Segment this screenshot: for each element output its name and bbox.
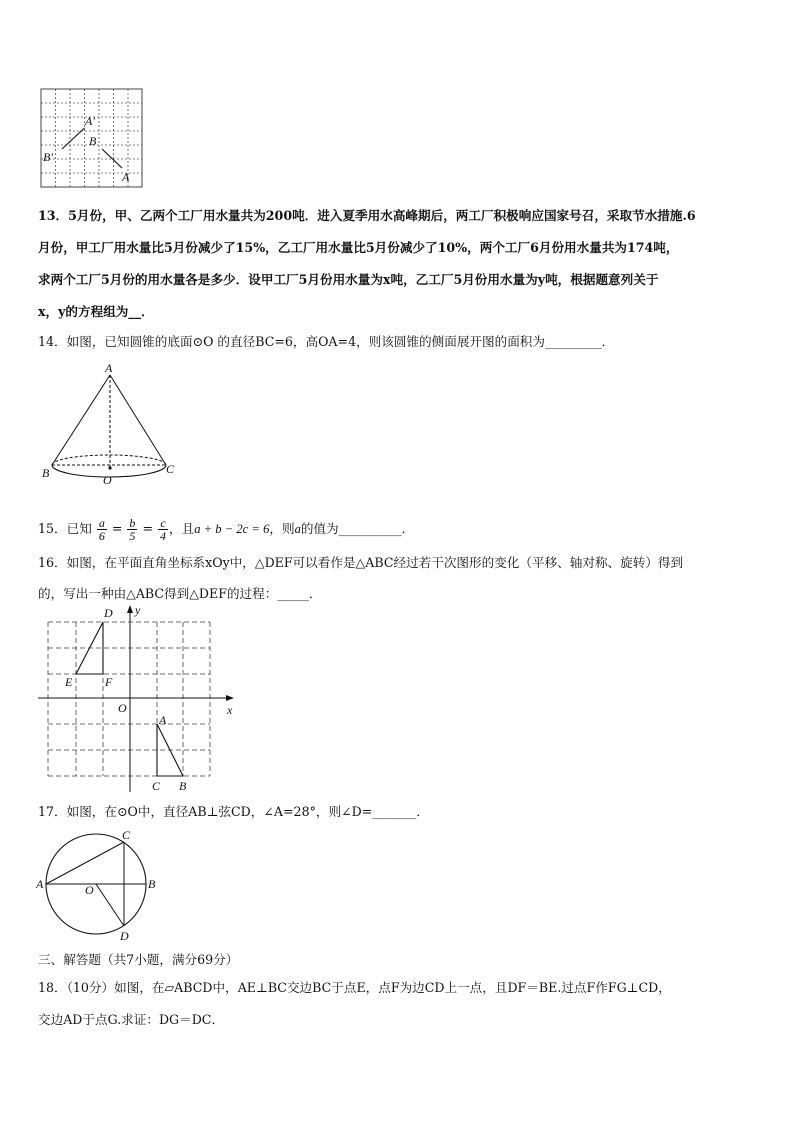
q15-text xyxy=(38,515,414,543)
q15-equation: a + b − 2c = 6 xyxy=(194,522,270,536)
q17-answer-blank[interactable]: _______ xyxy=(372,804,417,819)
q15-then: ，则 xyxy=(269,521,295,536)
coord-label-e: E xyxy=(65,675,73,689)
cone-label-c: C xyxy=(166,462,175,476)
q16-line2 xyxy=(38,586,321,602)
cone-figure-q14 xyxy=(38,360,188,490)
circle-label-c: C xyxy=(122,828,131,842)
q15-equals-1: = xyxy=(111,521,123,536)
q15-var: a xyxy=(294,522,301,536)
q18-line1: 18．（10分）如图，在▱ABCD中，AE⊥BC交边BC于点E，点F为边CD上一点，且DF＝BE.过点F作FG⊥CD， xyxy=(38,980,671,995)
q15-prefix: 15．已知 xyxy=(38,521,92,536)
q15-end: ． xyxy=(401,521,415,536)
circle-label-b: B xyxy=(148,877,156,891)
coord-label-y: y xyxy=(135,603,141,617)
q17-text xyxy=(38,804,429,820)
q13-line4-suffix: ． xyxy=(140,304,154,319)
q17-suffix: ． xyxy=(416,804,429,819)
q16-answer-blank[interactable]: _____ xyxy=(277,586,309,601)
coordinate-figure-q16 xyxy=(36,602,242,796)
coord-label-c: C xyxy=(152,779,161,793)
coord-label-a: A xyxy=(159,713,167,727)
coord-label-b: B xyxy=(179,779,187,793)
circle-figure-q17 xyxy=(36,826,166,946)
cone-label-b: B xyxy=(42,466,50,480)
fraction-b-over-5: $\frac{b}{5}$ xyxy=(129,516,136,543)
cone-label-a: A xyxy=(105,361,113,375)
q16-line2-suffix: ． xyxy=(308,586,322,601)
label-b-prime: B′ xyxy=(43,150,53,164)
fraction-a-over-6: $\frac{a}{6}$ xyxy=(98,516,105,543)
q13-line1: 13．5月份，甲、乙两个工厂用水量共为200吨．进入夏季用水高峰期后，两工厂积极响应国家号召，采取节水措施.6 xyxy=(38,208,696,223)
q14-suffix: ． xyxy=(601,334,615,349)
q13-answer-blank[interactable]: __ xyxy=(128,304,141,319)
q17-question: 17．如图，在⊙O中，直径AB⊥弦CD，∠A=28°，则∠D= xyxy=(38,804,373,819)
coord-label-f: F xyxy=(105,675,113,689)
coord-label-o: O xyxy=(118,701,127,715)
q15-mid: ，且 xyxy=(169,521,195,536)
circle-label-a: A xyxy=(36,877,44,891)
q14-question: 14．如图，已知圆锥的底面⊙O 的直径BC=6，高OA=4，则该圆锥的侧面展开图的面积为 xyxy=(38,334,545,349)
q13-line4-prefix: x，y的方程组为 xyxy=(38,304,129,319)
q16-line2-prefix: 的，写出一种由△ABC得到△DEF的过程： xyxy=(38,586,278,601)
q16-line1: 16．如图，在平面直角坐标系xOy中，△DEF可以看作是△ABC经过若干次图形的变化（平移、轴对称、旋转）得到 xyxy=(38,555,684,570)
q18-line2: 交边AD于点G.求证：DG＝DC． xyxy=(38,1012,225,1027)
q15-answer-blank[interactable]: __________ xyxy=(338,521,402,536)
q15-equals-2: = xyxy=(142,521,153,536)
section3-title: 三、解答题（共7小题，满分69分） xyxy=(38,952,239,967)
coord-label-x: x xyxy=(227,703,233,717)
q13-line4 xyxy=(38,304,154,320)
q13-line2: 月份，甲工厂用水量比5月份减少了15%，乙工厂用水量比5月份减少了10%，两个工厂6月份用水量共为174吨， xyxy=(38,240,679,255)
circle-label-d: D xyxy=(120,929,129,943)
q14-answer-blank[interactable]: _________ xyxy=(545,334,602,349)
cone-label-o: O xyxy=(103,473,112,487)
label-a-prime: A′ xyxy=(85,114,95,128)
q15-suffix-text: 的值为 xyxy=(300,521,339,536)
fraction-c-over-4: $\frac{c}{4}$ xyxy=(160,516,167,543)
circle-label-o: O xyxy=(85,883,94,897)
label-b: B xyxy=(89,134,97,148)
grid-figure-q12 xyxy=(40,88,144,190)
q14-text xyxy=(38,334,614,350)
coord-label-d: D xyxy=(104,606,113,620)
q13-line3: 求两个工厂5月份的用水量各是多少．设甲工厂5月份用水量为x吨，乙工厂5月份用水量为y吨，根据题意列关于 xyxy=(38,272,659,287)
label-a: A xyxy=(122,170,130,184)
